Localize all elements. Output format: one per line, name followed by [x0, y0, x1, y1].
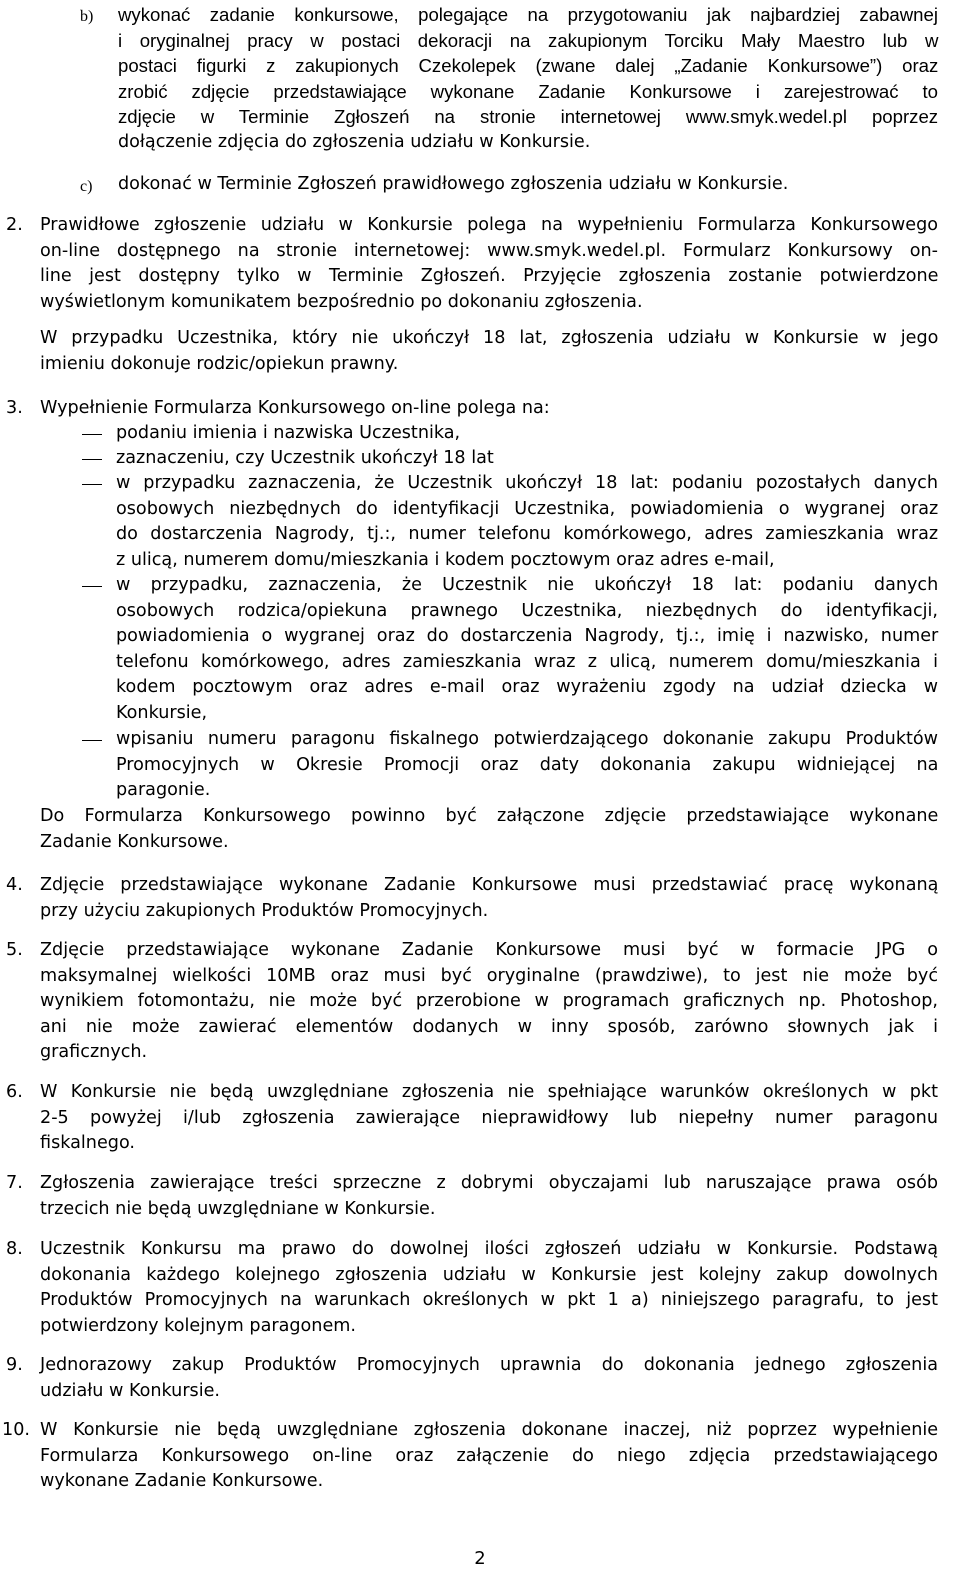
point-6-text	[40, 1080, 938, 1157]
point-number-7: 7.	[6, 1173, 23, 1193]
point-number-8: 8.	[6, 1239, 23, 1259]
bullet-item	[116, 573, 938, 726]
bullet-dash	[82, 459, 102, 460]
item-label-c: c)	[80, 178, 93, 195]
text-line: ani nie może zawierać elementów dodanych w inny sposób, zarówno słownych jak i	[40, 1016, 938, 1037]
text-line: Promocyjnych w Okresie Promocji oraz daty dokonania zakupu widniejącej na	[116, 754, 939, 775]
text-line: Zdjęcie przedstawiające wykonane Zadanie Konkursowe musi być w formacie JPG o	[40, 940, 938, 960]
bullet-item	[116, 727, 938, 804]
text-line: zrobić zdjęcie przedstawiające wykonane Zadanie Konkursowe i zarejestrować to	[118, 80, 938, 102]
text-line: wynikiem fotomontażu, nie może być przerobione w programach graficznych np. Photoshop,	[40, 991, 938, 1011]
text-line: powiadomienia o wygranej oraz do dostarczenia Nagrody, tj.:, imię i nazwisko, numer	[116, 626, 939, 646]
text-line: Zadanie Konkursowe.	[40, 831, 229, 852]
text-line: w przypadku zaznaczenia, że Uczestnik ukończył 18 lat: podaniu pozostałych danych	[116, 473, 938, 493]
text-line: graficznych.	[40, 1042, 148, 1062]
point-2-minor-note	[40, 326, 938, 377]
text-line: Prawidłowe zgłoszenie udziału w Konkursie polega na wypełnieniu Formularza Konkursowego	[40, 215, 939, 235]
point-3-closing	[40, 804, 938, 855]
text-line: paragonie.	[116, 780, 211, 800]
text-line: podaniu imienia i nazwiska Uczestnika,	[116, 423, 461, 443]
text-line: w przypadku, zaznaczenia, że Uczestnik nie ukończył 18 lat: podaniu danych	[116, 575, 939, 595]
point-number-2: 2.	[6, 215, 23, 235]
page-number: 2	[474, 1548, 486, 1569]
text-line: Formularza Konkursowego on-line oraz załączenie do niego zdjęcia przedstawiającego	[40, 1445, 939, 1466]
text-line: trzecich nie będą uwzględniane w Konkursie.	[40, 1198, 436, 1219]
text-line: wpisaniu numeru paragonu fiskalnego potwierdzającego dokonanie zakupu Produktów	[116, 729, 939, 749]
text-line: zdjęcie w Terminie Zgłoszeń na stronie internetowej www.smyk.wedel.pl poprzez	[118, 106, 939, 127]
text-line: dokonać w Terminie Zgłoszeń prawidłowego zgłoszenia udziału w Konkursie.	[118, 174, 789, 194]
text-line: Wypełnienie Formularza Konkursowego on-line polega na:	[40, 398, 550, 418]
point-number-9: 9.	[6, 1355, 23, 1375]
text-line: wykonane Zadanie Konkursowe.	[40, 1471, 324, 1491]
text-line: Do Formularza Konkursowego powinno być załączone zdjęcie przedstawiające wykonane	[40, 806, 939, 826]
text-line: dołączenie zdjęcia do zgłoszenia udziału w Konkursie.	[118, 131, 591, 152]
bullet-item	[116, 446, 938, 472]
text-line: do dostarczenia Nagrody, tj.:, numer telefonu komórkowego, adres zamieszkania wraz	[116, 524, 939, 544]
text-line: W Konkursie nie będą uwzględniane zgłoszenia nie spełniające warunków określonych w pkt	[40, 1082, 938, 1102]
point-number-10: 10.	[2, 1420, 30, 1440]
text-line: W przypadku Uczestnika, który nie ukończył 18 lat, zgłoszenia udziału w Konkursie w jego	[40, 328, 939, 348]
text-line: postaci figurki z zakupionych Czekolepek (zwane dalej „Zadanie Konkursowe”) oraz	[118, 55, 939, 76]
text-line: Jednorazowy zakup Produktów Promocyjnych uprawnia do dokonania jednego zgłoszenia	[40, 1355, 938, 1375]
text-line: 2-5 powyżej i/lub zgłoszenia zawierające nieprawidłowy lub niepełny numer paragonu	[40, 1107, 938, 1128]
text-line: wykonać zadanie konkursowe, polegające na przygotowaniu jak najbardziej zabawnej	[118, 4, 938, 25]
bullet-dash	[82, 586, 102, 587]
text-line: W Konkursie nie będą uwzględniane zgłoszenia dokonane inaczej, niż poprzez wypełnienie	[40, 1420, 939, 1440]
point-number-4: 4.	[6, 875, 23, 895]
text-line: Produktów Promocyjnych na warunkach określonych w pkt 1 a) niniejszego paragrafu, to jest	[40, 1290, 938, 1310]
point-number-5: 5.	[6, 940, 23, 960]
text-line: Uczestnik Konkursu ma prawo do dowolnej ilości zgłoszeń udziału w Konkursie. Podstawą	[40, 1239, 938, 1259]
bullet-dash	[82, 434, 102, 435]
point-3-intro	[40, 396, 938, 422]
text-line: Zgłoszenia zawierające treści sprzeczne z dobrymi obyczajami lub naruszające prawa osób	[40, 1173, 938, 1193]
point-10-text	[40, 1418, 938, 1495]
point-8-text	[40, 1237, 938, 1339]
text-line: udziału w Konkursie.	[40, 1380, 221, 1401]
text-line: osobowych rodzica/opiekuna prawnego Uczestnika, niezbędnych do identyfikacji,	[116, 600, 938, 621]
point-2-text	[40, 213, 938, 315]
text-line: wyświetlonym komunikatem bezpośrednio po dokonaniu zgłoszenia.	[40, 291, 643, 312]
text-line: maksymalnej wielkości 10MB oraz musi być oryginalne (prawdziwe), to jest nie może być	[40, 965, 938, 986]
item-b-text	[118, 2, 938, 155]
text-line: Zdjęcie przedstawiające wykonane Zadanie Konkursowe musi przedstawiać pracę wykonaną	[40, 875, 939, 895]
text-line: z ulicą, numerem domu/mieszkania i kodem pocztowym oraz adres e-mail,	[116, 549, 775, 570]
point-number-3: 3.	[6, 398, 23, 418]
text-line: osobowych niezbędnych do identyfikacji Uczestnika, powiadomienia o wygranej oraz	[116, 498, 939, 519]
text-line: fiskalnego.	[40, 1133, 135, 1153]
text-line: Konkursie,	[116, 702, 208, 723]
text-line: przy użyciu zakupionych Produktów Promocyjnych.	[40, 900, 489, 921]
text-line: kodem pocztowym oraz adres e-mail oraz wyrażeniu zgody na udział dziecka w	[116, 677, 938, 697]
bullet-item	[116, 421, 938, 447]
point-number-6: 6.	[6, 1082, 23, 1102]
item-c-text	[118, 172, 938, 198]
point-5-text	[40, 938, 938, 1066]
point-4-text	[40, 873, 938, 924]
text-line: telefonu komórkowego, adres zamieszkania wraz z ulicą, numerem domu/mieszkania i	[116, 651, 938, 672]
bullet-dash	[82, 484, 102, 485]
item-label-b: b)	[80, 8, 94, 25]
text-line: potwierdzony kolejnym paragonem.	[40, 1315, 356, 1336]
text-line: imieniu dokonuje rodzic/opiekun prawny.	[40, 353, 399, 374]
text-line: dokonania każdego kolejnego zgłoszenia udziału w Konkursie jest kolejny zakup dowolnych	[40, 1264, 938, 1285]
bullet-item	[116, 471, 938, 573]
point-7-text	[40, 1171, 938, 1222]
text-line: i oryginalnej pracy w postaci dekoracji na zakupionym Torciku Mały Maestro lub w	[118, 29, 939, 51]
point-9-text	[40, 1353, 938, 1404]
text-line: on-line dostępnego na stronie internetowej: www.smyk.wedel.pl. Formularz Konkursowy on-	[40, 240, 938, 261]
bullet-dash	[82, 740, 102, 741]
text-line: line jest dostępny tylko w Terminie Zgłoszeń. Przyjęcie zgłoszenia zostanie potwierdzone	[40, 266, 939, 286]
text-line: zaznaczeniu, czy Uczestnik ukończył 18 lat	[116, 448, 494, 468]
